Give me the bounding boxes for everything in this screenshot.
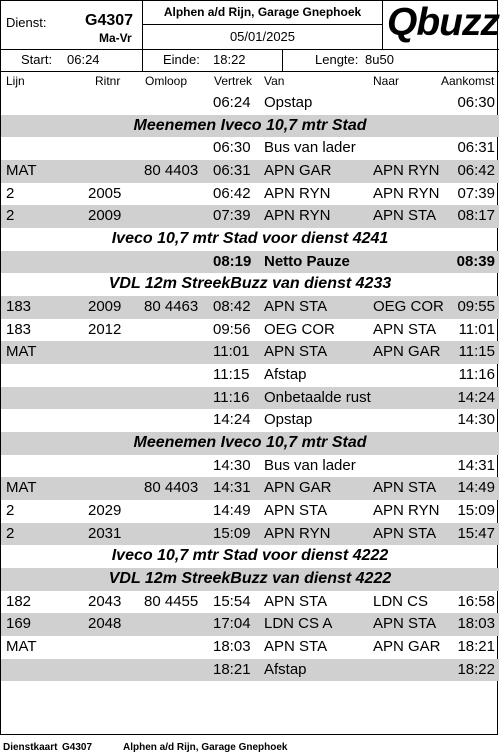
cell-aankomst: 08:17 [457,207,495,225]
cell-aankomst: 11:15 [458,343,495,361]
table-row [1,659,499,682]
card-header [1,1,499,50]
cell-omloop: 80 4403 [144,479,199,497]
cell-aankomst: 06:31 [457,139,495,157]
section-title: Meenemen Iveco 10,7 mtr Stad [133,434,367,452]
end-box [143,49,283,71]
cell-ritnr: 2048 [88,615,122,633]
cell-aankomst: 06:42 [457,162,495,180]
col-naar: Naar [373,74,400,88]
cell-vertrek: 06:24 [213,94,251,111]
cell-lijn: 2 [6,184,15,202]
footer-label: Dienstkaart [3,742,58,753]
start-box [1,49,143,71]
end-time: 18:22 [213,52,246,67]
cell-naar: APN GAR [373,343,441,361]
cell-vertrek: 06:31 [213,162,251,180]
cell-lijn: MAT [6,479,37,497]
cell-vertrek: 09:56 [213,320,251,338]
cell-naar: APN GAR [373,638,441,656]
cell-vertrek: 18:03 [213,638,251,656]
section-row [1,228,499,251]
cell-naar: LDN CS [373,592,429,610]
cell-van: APN STA [264,592,328,610]
qbuzz-logo: Qbuzz [387,1,499,44]
cell-naar: APN STA [373,524,437,542]
cell-naar: APN STA [373,320,437,338]
cell-van: Bus van lader [264,139,356,157]
length-box [283,49,499,71]
cell-van: APN GAR [264,479,332,497]
cell-aankomst: 14:24 [457,388,495,406]
location: Alphen a/d Rijn, Garage Gnephoek [163,5,362,19]
cell-naar: APN STA [373,615,437,633]
cell-van: APN STA [264,638,328,656]
table-row [1,523,499,546]
cell-aankomst: 18:21 [457,638,495,656]
cell-aankomst: 11:16 [458,366,495,384]
cell-van: APN STA [264,343,328,361]
section-title: VDL 12m StreekBuzz van dienst 4233 [108,275,392,293]
cell-aankomst: 18:22 [457,660,495,678]
footer-code: G4307 [62,742,93,753]
cell-vertrek: 17:04 [213,615,251,633]
cell-van: Afstap [264,366,307,384]
section-row [1,545,499,568]
cell-omloop: 80 4455 [144,592,199,610]
cell-naar: APN RYN [373,162,440,180]
table-row [1,364,499,387]
col-aankomst: Aankomst [441,74,495,88]
section-row [1,115,499,138]
start-time: 06:24 [67,52,100,67]
dienst-code: G4307 [85,12,134,29]
cell-ritnr: 2009 [88,207,122,225]
dienst-box [1,1,143,49]
page-footer [0,739,500,755]
cell-van: APN RYN [264,184,331,202]
cell-van: APN RYN [264,524,331,542]
cell-vertrek: 15:54 [213,592,251,610]
date-box [143,25,383,49]
cell-van: Onbetaalde rust [264,388,371,406]
dienst-label: Dienst: [6,15,47,30]
cell-ritnr: 2009 [88,298,122,316]
cell-naar: APN RYN [373,502,440,520]
section-title: Iveco 10,7 mtr Stad voor dienst 4222 [111,547,389,565]
cell-van: APN STA [264,298,328,316]
location-box [143,1,383,25]
cell-naar: APN STA [373,207,437,225]
cell-vertrek: 14:30 [213,456,251,474]
table-row [1,160,499,183]
table-row [1,455,499,478]
table-row [1,591,499,614]
cell-vertrek: 14:24 [213,411,251,429]
cell-lijn: MAT [6,638,37,656]
cell-naar: OEG COR [373,298,444,316]
cell-aankomst: 07:39 [457,184,495,202]
cell-van: APN STA [264,502,328,520]
table-row [1,319,499,342]
day-type: Ma-Vr [99,31,132,45]
cell-van: Bus van lader [264,456,356,474]
cell-lijn: 182 [6,592,32,610]
table-row [1,183,499,206]
end-label: Einde: [163,52,200,67]
section-row [1,568,499,591]
cell-van: Opstap [264,94,313,111]
cell-vertrek: 08:42 [213,298,251,316]
cell-ritnr: 2029 [88,502,122,520]
cell-vertrek: 11:15 [213,366,250,384]
col-ritnr: Ritnr [95,74,121,88]
time-summary [1,49,499,72]
table-row [1,636,499,659]
cell-aankomst: 14:31 [457,456,495,474]
cell-vertrek: 11:01 [213,343,250,361]
logo-box [383,1,499,49]
cell-vertrek: 08:19 [213,252,252,270]
cell-van: Opstap [264,411,313,429]
cell-omloop: 80 4403 [144,162,199,180]
cell-ritnr: 2005 [88,184,122,202]
table-row [1,341,499,364]
cell-vertrek: 18:21 [213,660,251,678]
section-row [1,273,499,296]
cell-lijn: MAT [6,162,37,180]
cell-lijn: 2 [6,502,15,520]
cell-lijn: 169 [6,615,32,633]
cell-lijn: 2 [6,524,15,542]
section-title: VDL 12m StreekBuzz van dienst 4222 [108,570,392,588]
cell-ritnr: 2043 [88,592,122,610]
table-row [1,613,499,636]
section-title: Iveco 10,7 mtr Stad voor dienst 4241 [111,230,389,248]
cell-van: Netto Pauze [264,252,350,270]
cell-aankomst: 09:55 [457,298,495,316]
cell-naar: APN STA [373,479,437,497]
cell-van: LDN CS A [264,615,333,633]
cell-lijn: MAT [6,343,37,361]
cell-aankomst: 08:39 [456,252,495,270]
cell-lijn: 183 [6,298,32,316]
footer-location: Alphen a/d Rijn, Garage Gnephoek [123,742,288,753]
cell-vertrek: 07:39 [213,207,251,225]
cell-lijn: 183 [6,320,32,338]
duty-table [1,92,499,681]
table-row [1,387,499,410]
table-row [1,137,499,160]
cell-van: APN RYN [264,207,331,225]
cell-aankomst: 16:58 [457,592,495,610]
table-row [1,500,499,523]
cell-aankomst: 06:30 [457,94,495,111]
cell-aankomst: 14:30 [457,411,495,429]
col-vertrek: Vertrek [214,74,253,88]
table-row [1,409,499,432]
length-value: 8u50 [365,52,394,67]
cell-vertrek: 15:09 [213,524,251,542]
cell-aankomst: 14:49 [457,479,495,497]
cell-van: Afstap [264,660,307,678]
cell-lijn: 2 [6,207,15,225]
table-row [1,477,499,500]
date: 05/01/2025 [229,29,296,44]
cell-van: OEG COR [264,320,335,338]
cell-van: APN GAR [264,162,332,180]
section-row [1,432,499,455]
table-row [1,205,499,228]
col-lijn: Lijn [6,74,25,88]
column-headers [1,72,499,92]
cell-naar: APN RYN [373,184,440,202]
section-title: Meenemen Iveco 10,7 mtr Stad [133,116,367,134]
cell-aankomst: 15:09 [457,502,495,520]
cell-vertrek: 14:31 [213,479,251,497]
cell-ritnr: 2031 [88,524,122,542]
cell-vertrek: 11:16 [213,388,250,406]
cell-vertrek: 06:42 [213,184,251,202]
col-omloop: Omloop [145,74,188,88]
cell-aankomst: 15:47 [457,524,495,542]
table-row [1,296,499,319]
start-label: Start: [21,52,53,67]
cell-aankomst: 11:01 [458,320,495,338]
cell-ritnr: 2012 [88,320,122,338]
cell-vertrek: 14:49 [213,502,251,520]
length-label: Lengte: [315,52,359,67]
col-van: Van [264,74,285,88]
cell-omloop: 80 4463 [144,298,199,316]
table-row [1,251,499,274]
table-row [1,92,499,115]
cell-aankomst: 18:03 [457,615,495,633]
cell-vertrek: 06:30 [213,139,251,157]
